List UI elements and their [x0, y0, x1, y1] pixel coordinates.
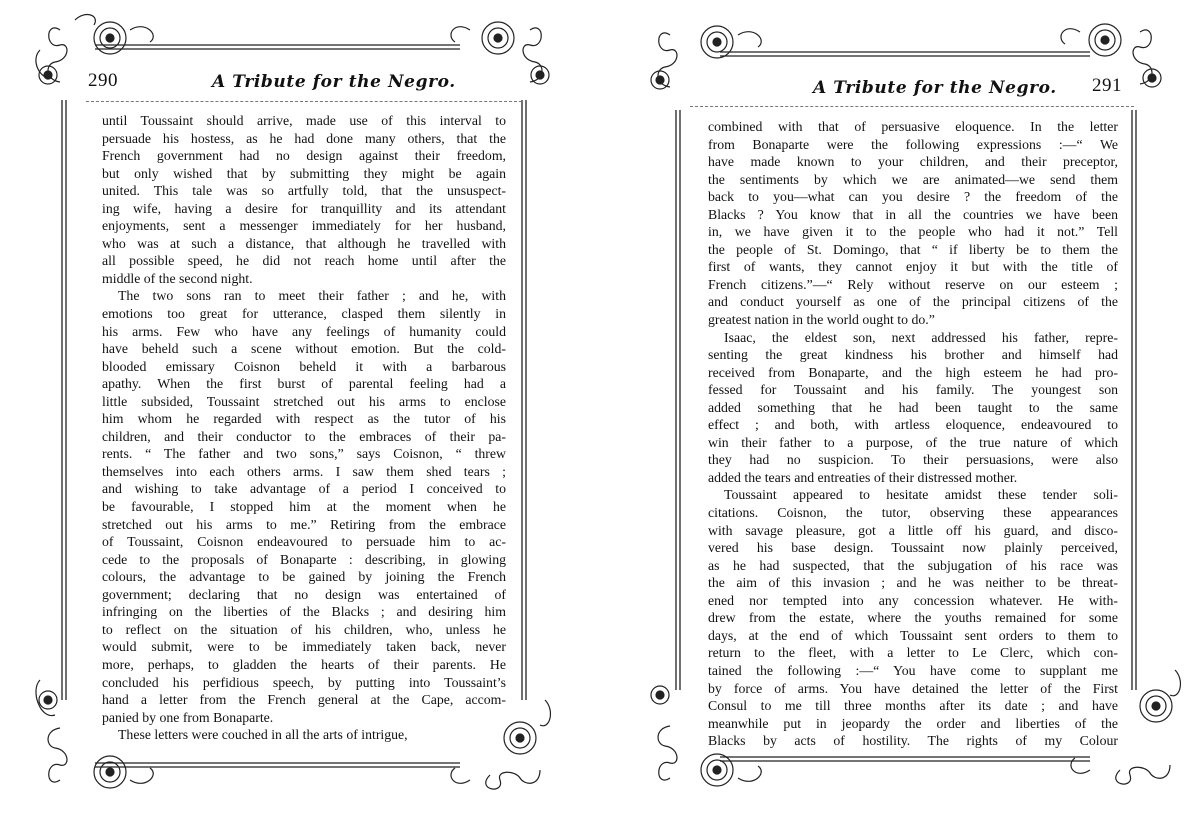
text-line: as he had suspected, that the subjugation of his race was — [708, 557, 1118, 573]
text-line: they had no suspicion. To their persuasions, were also — [708, 452, 1118, 468]
text-line: added the tears and entreaties of their distressed mother. — [708, 469, 1018, 485]
text-line: him whom he regarded with respect as the tutor of his — [102, 411, 506, 427]
text-line: French government had no design against their freedom, — [102, 148, 506, 164]
running-title: A Tribute for the Negro. — [212, 72, 456, 92]
text-line: meanwhile put in jeopardy the order and liberties of the — [708, 715, 1118, 731]
text-line: all possible speed, he did not reach home until after the — [102, 253, 506, 269]
text-line: middle of the second night. — [102, 270, 253, 286]
text-line: Consul to me till three months after its date ; and have — [708, 698, 1118, 714]
text-line: until Toussaint should arrive, made use of this interval to — [102, 113, 506, 128]
header-rule — [86, 101, 522, 103]
text-line: by force of arms. You have detained the letter of the First — [708, 680, 1118, 696]
text-line: be favourable, I stopped him at the moment when he — [102, 499, 506, 515]
text-line: citations. Coisnon, the tutor, observing these appearances — [708, 505, 1118, 521]
text-line: senting the great kindness his brother and himself had — [708, 347, 1118, 363]
text-line: drew from the estate, where the youths remained for some — [708, 610, 1118, 626]
text-line: added something that he had been taught to the same — [708, 399, 1118, 415]
text-line: vered his base design. Toussaint now plainly perceived, — [708, 540, 1118, 556]
text-line: who was at such a distance, that although he travelled with — [102, 235, 506, 251]
text-line: more, perhaps, to gladden the hearts of their parents. He — [102, 656, 506, 672]
body-text — [102, 112, 506, 744]
text-line: Blacks by acts of hostility. The rights of my Colour — [708, 733, 1118, 749]
page-number: 290 — [88, 70, 118, 91]
text-line: little subsided, Toussaint stretched out his arms to enclose — [102, 393, 506, 409]
text-line: in, we have given it to the people who had it not.” Tell — [708, 224, 1118, 240]
text-line: panied by one from Bonaparte. — [102, 709, 274, 725]
text-line: would submit, were to be immediately taken back, never — [102, 639, 506, 655]
text-line: cede to the proposals of Bonaparte : describing, in glowing — [102, 551, 506, 567]
text-line: These letters were couched in all the arts of intrigue, — [118, 727, 408, 743]
text-line: Isaac, the eldest son, next addressed his father, repre- — [724, 329, 1118, 345]
text-line: the sentiments by which we are animated—we send them — [708, 171, 1118, 187]
text-line: tained the following :—“ You have come to supplant me — [708, 662, 1118, 678]
text-line: hand a letter from the French general at the Cape, accom- — [102, 692, 506, 708]
right-page — [620, 0, 1200, 816]
text-line: the aim of this invasion ; and he was neither to be threat- — [708, 575, 1118, 591]
text-line: to reflect on the situation of his children, who, unless he — [102, 621, 506, 637]
text-line: rents. “ The father and two sons,” says Coisnon, “ threw — [102, 446, 506, 462]
text-line: first of wants, they cannot enjoy it but with the title of — [708, 259, 1118, 275]
text-line: Blacks ? You know that in all the countries we have been — [708, 206, 1118, 222]
text-line: his arms. Few who have any feelings of humanity could — [102, 323, 506, 339]
text-line: blooded emissary Coisnon beheld it with a barbarous — [102, 358, 506, 374]
text-line: enjoyments, sent a messenger immediately for her husband, — [102, 218, 506, 234]
text-line: have made known to your children, and their preceptor, — [708, 154, 1118, 170]
text-line: of Toussaint, Coisnon endeavoured to persuade him to ac- — [102, 534, 506, 550]
body-text — [708, 118, 1118, 750]
text-line: infringing on the liberties of the Blacks ; and desiring him — [102, 604, 506, 620]
corner-ornament-top-left — [651, 26, 761, 89]
text-line: combined with that of persuasive eloquence. In the letter — [708, 119, 1118, 134]
text-line: and conduct yourself as one of the principal citizens of the — [708, 294, 1118, 310]
text-line: The two sons ran to meet their father ; and he, with — [118, 288, 506, 304]
text-line: days, at the end of which Toussaint sent orders to them to — [708, 627, 1118, 643]
text-line: and wishing to take advantage of a period I conceived to — [102, 481, 506, 497]
text-line: united. This tale was so artfully told, that the unsuspect- — [102, 183, 506, 199]
text-line: ened nor tempted into any concession whatever. He with- — [708, 592, 1118, 608]
text-line: effect ; and both, with artless eloquence, endeavoured to — [708, 417, 1118, 433]
text-line: have beheld such a scene without emotion. But the cold- — [102, 341, 506, 357]
text-line: ing wife, having a desire for tranquillity and its attendant — [102, 200, 506, 216]
text-line: French citizens.”—“ Rely without reserve on our esteem ; — [708, 276, 1118, 292]
left-page — [0, 0, 560, 816]
text-line: but only wished that by submitting they might be again — [102, 165, 506, 181]
text-line: persuade his hostess, as he had done many others, that the — [102, 130, 506, 146]
text-line: greatest nation in the world ought to do.” — [708, 312, 935, 328]
text-line: government; declaring that no design was entertained of — [102, 586, 506, 602]
text-line: stretched out his arms to me.” Retiring from the embrace — [102, 516, 506, 532]
text-line: return to the fleet, with a letter to Le Clerc, which con- — [708, 645, 1118, 661]
page-number: 291 — [1092, 75, 1122, 96]
text-line: win their father to a purpose, of the true nature of which — [708, 434, 1118, 450]
text-line: the people of St. Domingo, that “ if liberty be to them the — [708, 241, 1118, 257]
text-line: concluded his perfidious speech, by putting into Toussaint’s — [102, 674, 506, 690]
corner-ornament-top-right — [451, 22, 549, 84]
text-line: apathy. When the first burst of parental feeling had a — [102, 376, 506, 392]
text-line: children, and their conductor to the embraces of their pa- — [102, 428, 506, 444]
text-line: Toussaint appeared to hesitate amidst these tender soli- — [724, 487, 1118, 503]
text-line: themselves into each others arms. I saw them shed tears ; — [102, 463, 506, 479]
text-line: back to you—what can you desire ? the freedom of the — [708, 189, 1118, 205]
text-line: emotions too great for utterance, clasped them silently in — [102, 306, 506, 322]
running-title: A Tribute for the Negro. — [813, 78, 1057, 98]
text-line: with savage pleasure, got a little off his guard, and disco- — [708, 522, 1118, 538]
text-line: from Bonaparte were the following expressions :—“ We — [708, 136, 1118, 152]
header-rule — [690, 106, 1134, 108]
text-line: received from Bonaparte, and the high esteem he had pro- — [708, 364, 1118, 380]
text-line: fessed for Toussaint and his family. The youngest son — [708, 382, 1118, 398]
text-line: colours, the advantage to be gained by joining the French — [102, 569, 506, 585]
